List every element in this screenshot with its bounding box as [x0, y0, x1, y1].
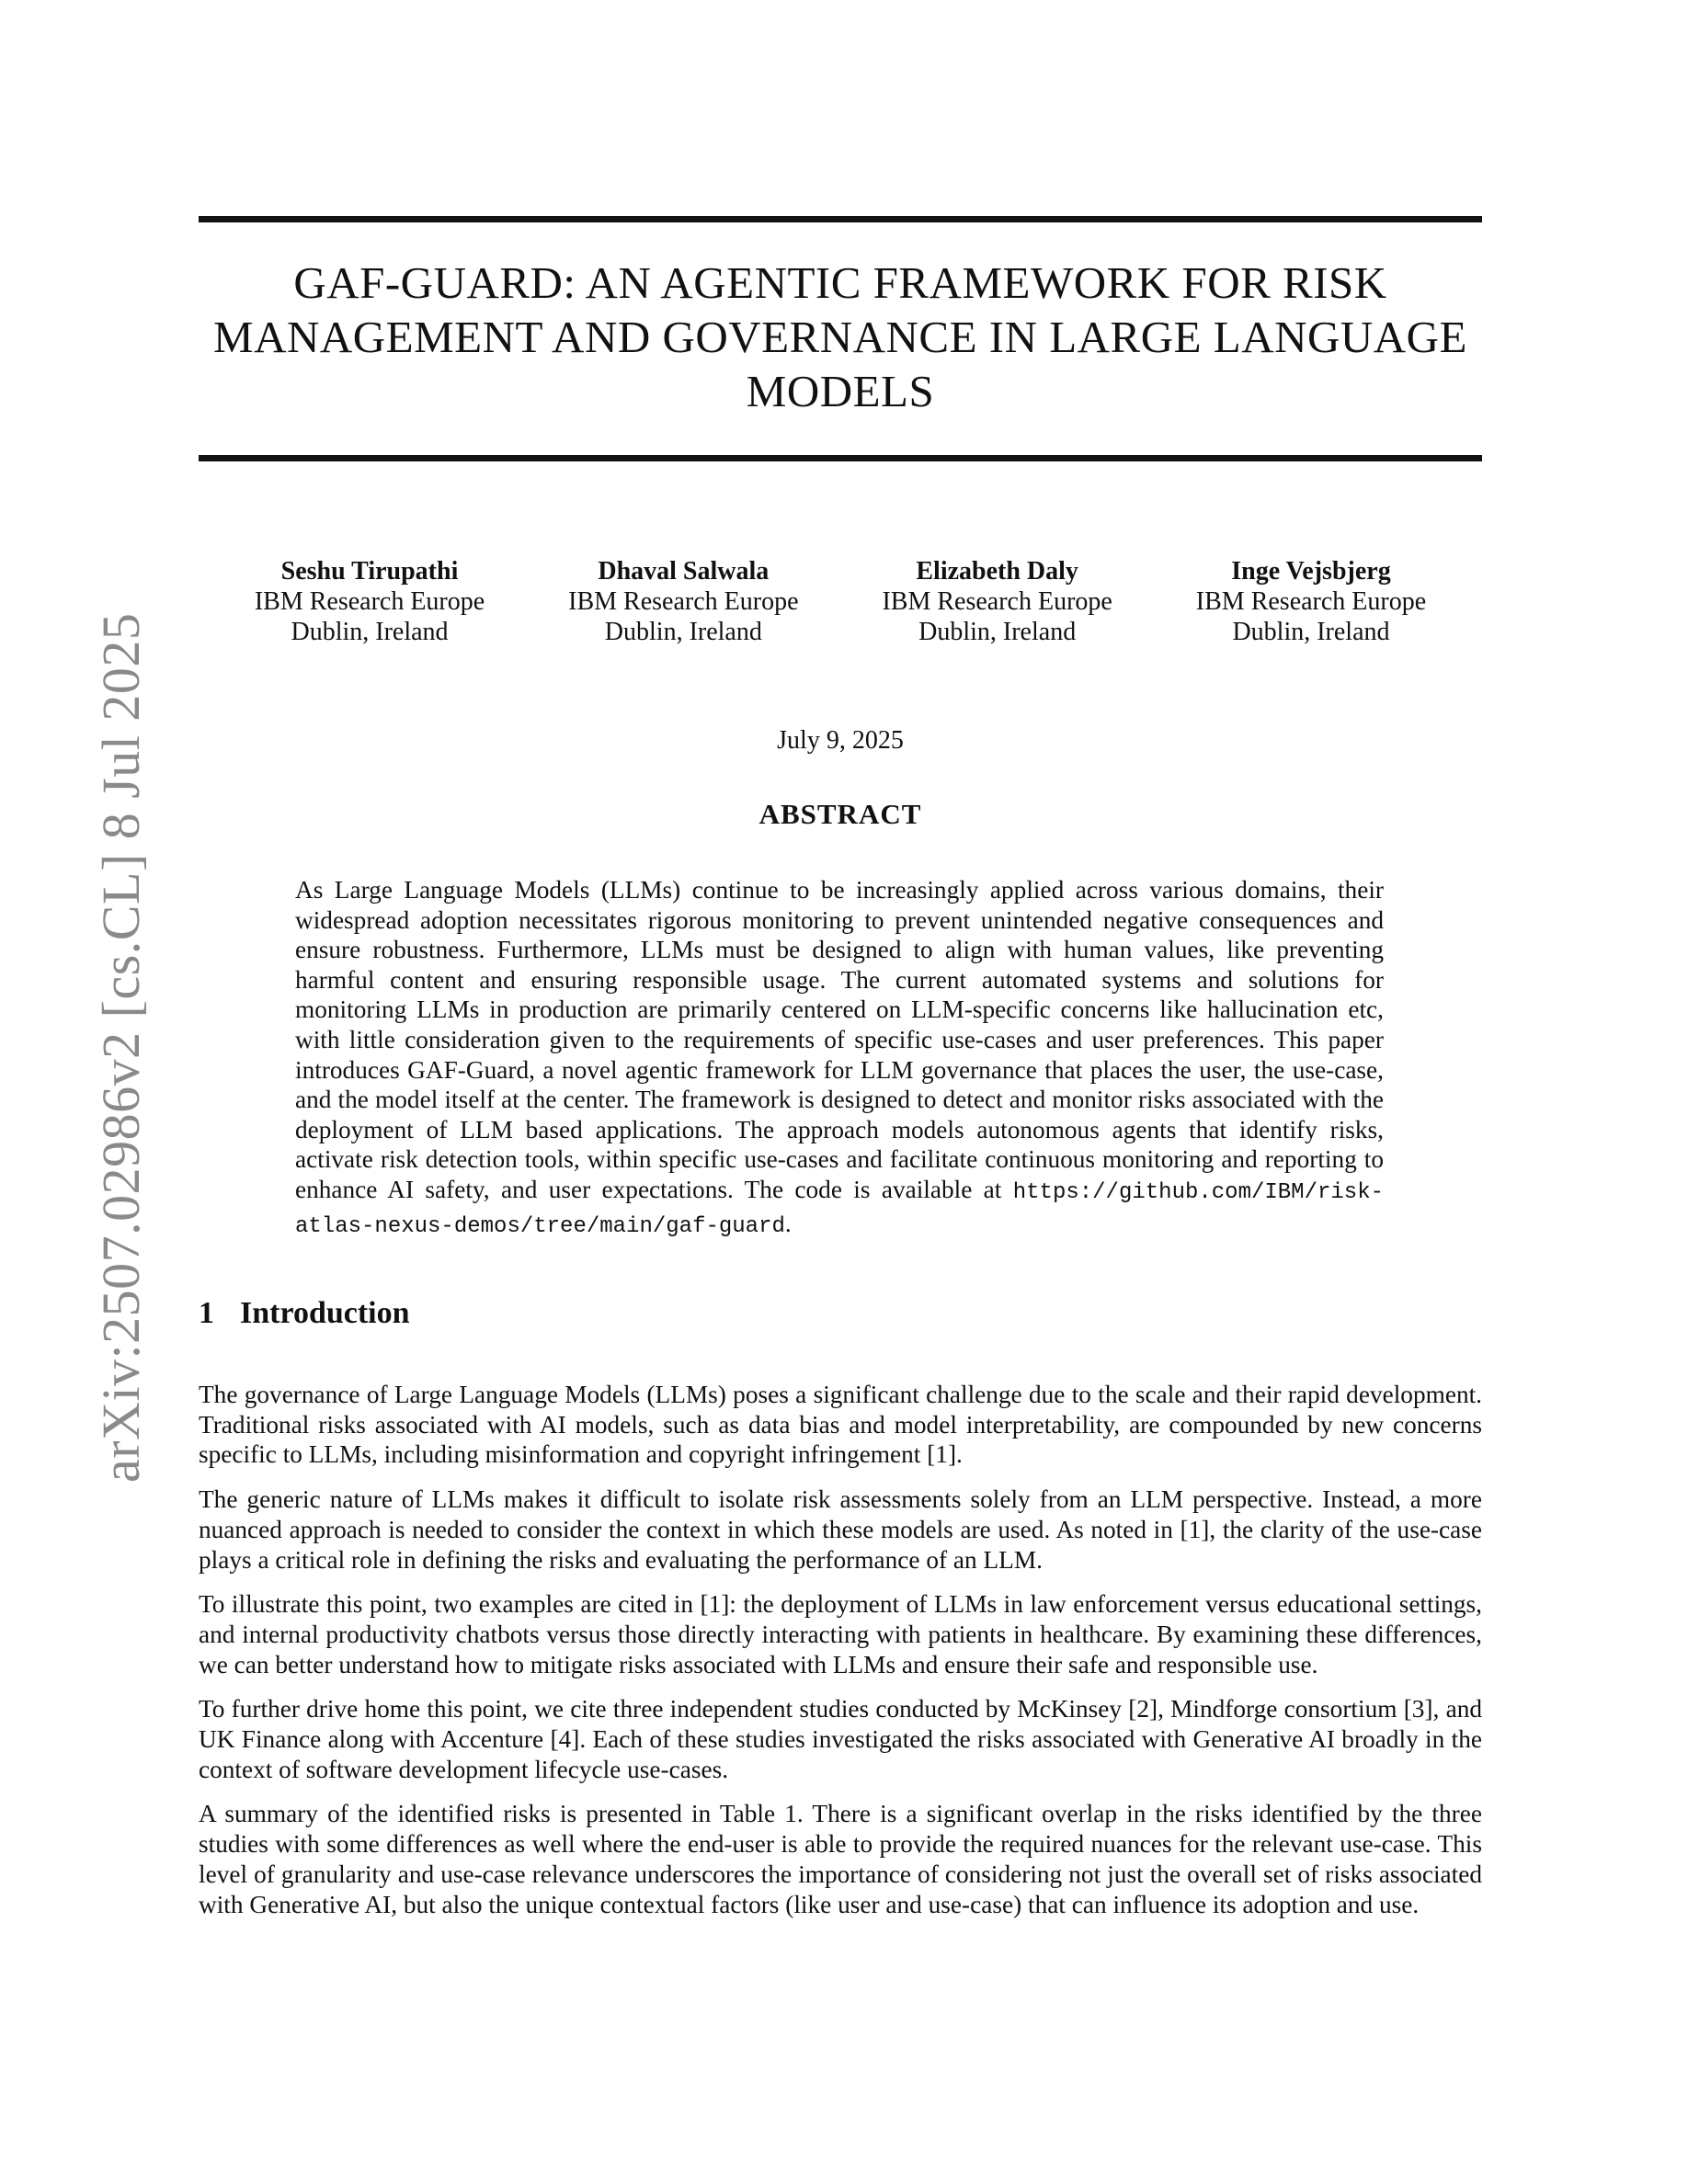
author-name: Elizabeth Daly	[916, 557, 1078, 586]
title-top-rule	[199, 216, 1482, 222]
title-line-2: MANAGEMENT AND GOVERNANCE IN LARGE LANGUAGE	[213, 312, 1467, 362]
author-name: Seshu Tirupathi	[280, 557, 459, 586]
abstract-end: .	[784, 1209, 792, 1237]
paragraph: The generic nature of LLMs makes it difficult to isolate risk assessments solely from an LLM perspective. Instead, a more nuanced approach is needed to consider the context in which these models are used. As noted in [1], the clarity of the use-case plays a critical role in defining the risks and evaluating the performance of an LLM.	[199, 1485, 1482, 1574]
paper-title	[199, 256, 1482, 418]
title-line-3: MODELS	[746, 366, 935, 416]
introduction-body	[199, 1380, 1482, 1934]
section-title: Introduction	[240, 1296, 410, 1330]
author-list	[213, 556, 1467, 647]
author-affiliation: IBM Research Europe	[1195, 587, 1427, 616]
publication-date: July 9, 2025	[777, 726, 904, 755]
author-affiliation: IBM Research Europe	[254, 587, 485, 616]
section-number: 1	[199, 1296, 214, 1330]
author-block	[1155, 556, 1467, 647]
paragraph: To illustrate this point, two examples are cited in [1]: the deployment of LLMs in law enforcement versus educational settings, and internal productivity chatbots versus those directly interacting with patients in healthcare. By examining these differences, we can better understand how to mitigate risks associated with LLMs and ensure their safe and responsible use.	[199, 1590, 1482, 1678]
author-block	[841, 556, 1154, 647]
author-block	[213, 556, 526, 647]
author-location: Dublin, Ireland	[291, 618, 449, 646]
paragraph: A summary of the identified risks is presented in Table 1. There is a significant overlap in the risks identified by the three studies with some differences as well where the end-user is able to provide the required nuances for the relevant use-case. This level of granularity and use-case relevance underscores the importance of considering not just the overall set of risks associated with Generative AI, but also the unique contextual factors (like user and use-case) that can influence its adoption and use.	[199, 1800, 1482, 1918]
title-line-1: GAF-GUARD: AN AGENTIC FRAMEWORK FOR RISK	[293, 257, 1387, 308]
author-affiliation: IBM Research Europe	[568, 587, 799, 616]
author-block	[527, 556, 839, 647]
arxiv-sidebar-stamp	[37, 612, 151, 1544]
arxiv-identifier: arXiv:2507.02986v2 [cs.CL] 8 Jul 2025	[91, 612, 151, 1483]
paragraph: The governance of Large Language Models (LLMs) poses a significant challenge due to the scale and their rapid development. Traditional risks associated with AI models, such as data bias and model interpretability, are compounded by new concerns specific to LLMs, including misinformation and copyright infringement [1].	[199, 1381, 1482, 1469]
title-bottom-rule	[199, 455, 1482, 461]
abstract-heading: ABSTRACT	[758, 798, 922, 830]
abstract-text: As Large Language Models (LLMs) continue to be increasingly applied across various domains, their widespread adoption necessitates rigorous monitoring to prevent unintended negative consequences and ensure robustness. Furthermore, LLMs must be designed to align with human values, like preventing harmful content and ensuring responsible usage. The current automated systems and solutions for monitoring LLMs in production are primarily centered on LLM-specific concerns like hallucination etc, with little consideration given to the requirements of specific use-cases and user preferences. This paper introduces GAF-Guard, a novel agentic framework for LLM governance that places the user, the use-case, and the model itself at the center. The framework is designed to detect and monitor risks associated with the deployment of LLM based applications. The approach models autonomous agents that identify risks, activate risk detection tools, within specific use-cases and facilitate continuous monitoring and reporting to enhance AI safety, and user expectations. The code is available at	[295, 876, 1384, 1203]
paragraph: To further drive home this point, we cite three independent studies conducted by McKinsey [2], Mindforge consortium [3], and UK Finance along with Accenture [4]. Each of these studies investigated the risks associated with Generative AI broadly in the context of software development lifecycle use-cases.	[199, 1695, 1482, 1783]
author-name: Dhaval Salwala	[598, 557, 770, 586]
author-affiliation: IBM Research Europe	[882, 587, 1112, 616]
code-repository-link[interactable]: https://github.com/IBM/risk-atlas-nexus-demos/tree/main/gaf-guard	[295, 1179, 1384, 1239]
author-location: Dublin, Ireland	[918, 618, 1077, 646]
abstract-body	[295, 875, 1384, 1242]
author-location: Dublin, Ireland	[1232, 618, 1390, 646]
author-name: Inge Vejsbjerg	[1231, 557, 1391, 586]
section-heading-introduction	[199, 1296, 410, 1331]
author-location: Dublin, Ireland	[604, 618, 762, 646]
